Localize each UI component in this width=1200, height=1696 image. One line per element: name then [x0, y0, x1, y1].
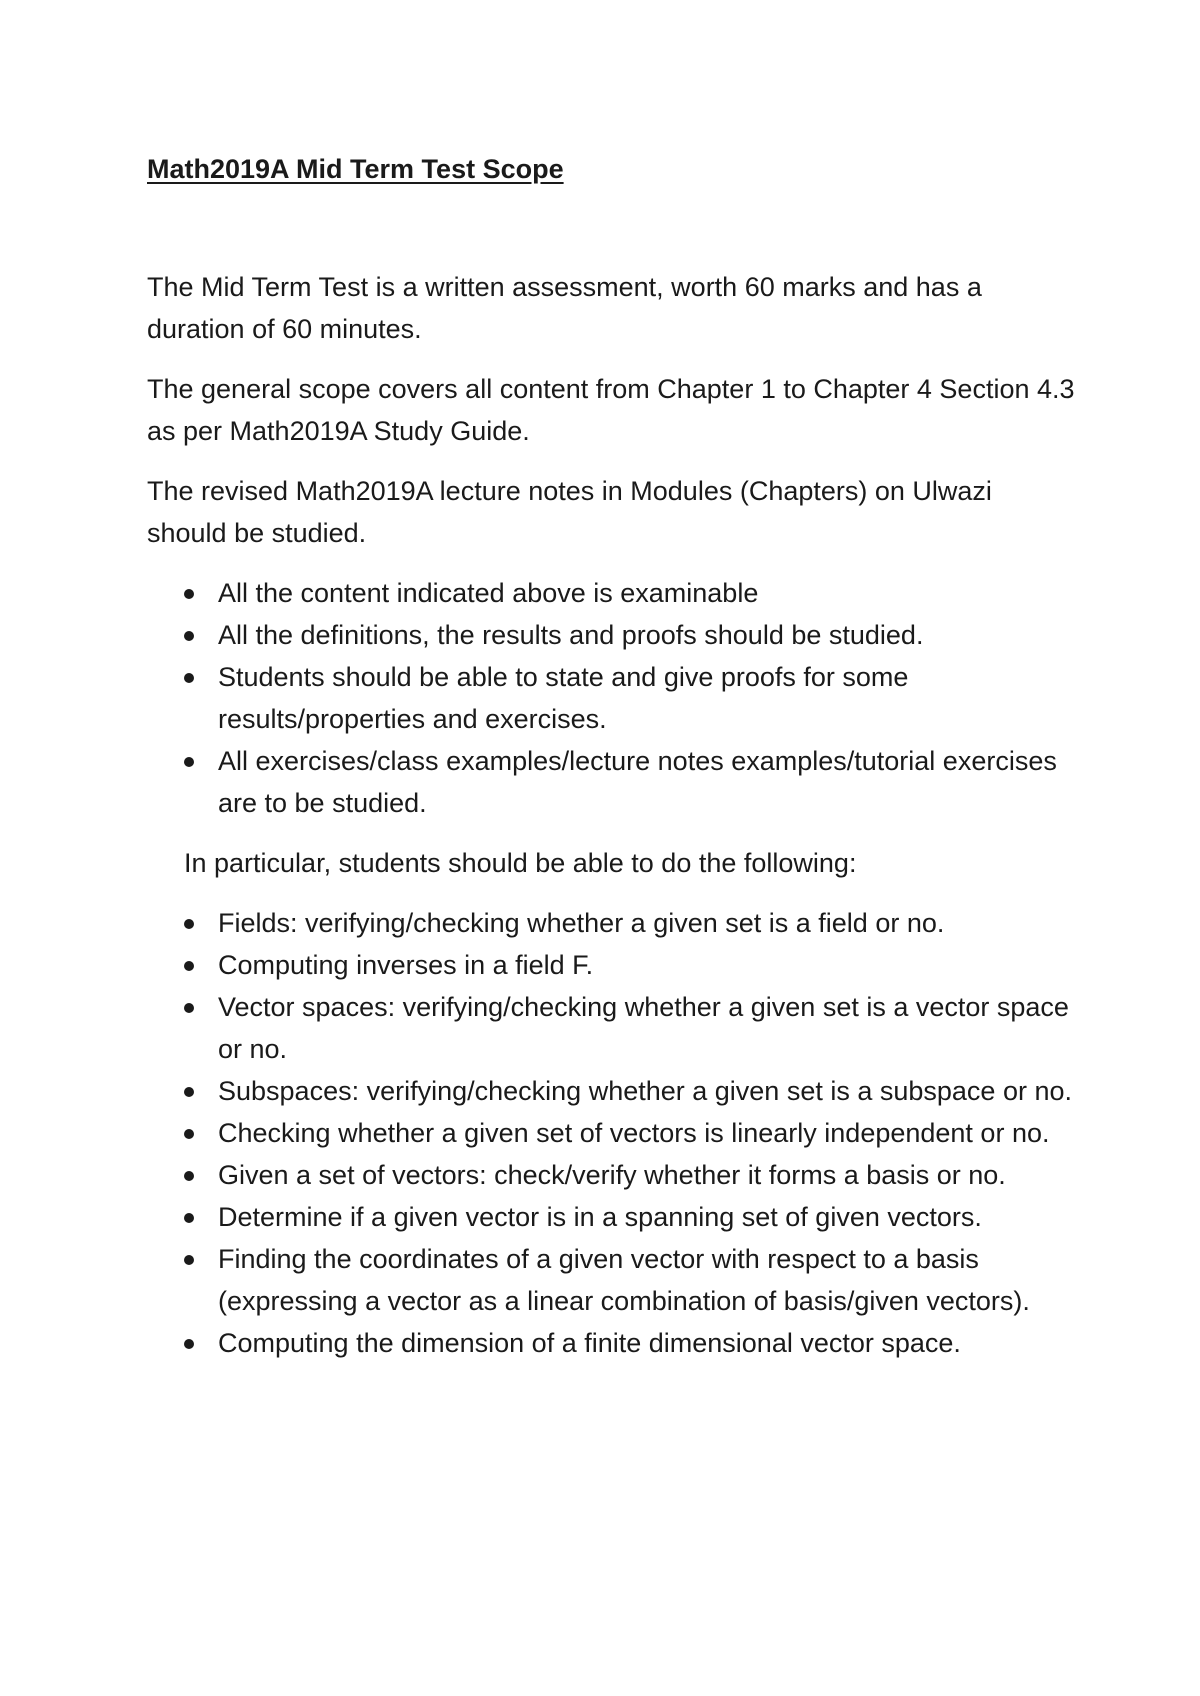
bullet-icon — [184, 1255, 194, 1265]
list-item-text: Finding the coordinates of a given vector with respect to a basis (expressing a vector as a linear combination of basis/given vectors). — [218, 1244, 1030, 1316]
bullet-icon — [184, 589, 194, 599]
skills-list — [147, 902, 1077, 1364]
skills-intro: In particular, students should be able to do the following: — [184, 848, 857, 878]
list-item — [147, 1196, 1077, 1238]
list-item-text: Checking whether a given set of vectors is linearly independent or no. — [218, 1118, 1050, 1148]
bullet-icon — [184, 919, 194, 929]
list-item-text: Determine if a given vector is in a spanning set of given vectors. — [218, 1202, 982, 1232]
bullet-icon — [184, 1129, 194, 1139]
list-item — [147, 1070, 1077, 1112]
general-points-list — [147, 572, 1077, 824]
bullet-icon — [184, 961, 194, 971]
list-item — [147, 1112, 1077, 1154]
bullet-icon — [184, 1339, 194, 1349]
paragraph-test-description: The Mid Term Test is a written assessment, worth 60 marks and has a duration of 60 minutes. — [147, 272, 982, 344]
list-item-text: Vector spaces: verifying/checking whether a given set is a vector space or no. — [218, 992, 1069, 1064]
bullet-icon — [184, 757, 194, 767]
list-item — [147, 656, 1077, 740]
list-item-text: Subspaces: verifying/checking whether a given set is a subspace or no. — [218, 1076, 1072, 1106]
document-body — [147, 148, 1077, 1364]
bullet-icon — [184, 673, 194, 683]
list-item — [147, 944, 1077, 986]
list-item — [147, 614, 1077, 656]
list-item — [147, 572, 1077, 614]
bullet-icon — [184, 1213, 194, 1223]
list-item — [147, 740, 1077, 824]
list-item-text: Given a set of vectors: check/verify whether it forms a basis or no. — [218, 1160, 1006, 1190]
list-item — [147, 1154, 1077, 1196]
paragraph-lecture-notes: The revised Math2019A lecture notes in Modules (Chapters) on Ulwazi should be studied. — [147, 476, 992, 548]
document-title: Math2019A Mid Term Test Scope — [147, 154, 564, 184]
bullet-icon — [184, 1087, 194, 1097]
bullet-icon — [184, 1171, 194, 1181]
list-item — [147, 1238, 1077, 1322]
list-item-text: Students should be able to state and give proofs for some results/properties and exercises. — [218, 662, 909, 734]
list-item-text: All the content indicated above is examinable — [218, 578, 759, 608]
list-item-text: All the definitions, the results and proofs should be studied. — [218, 620, 924, 650]
list-item — [147, 986, 1077, 1070]
list-item — [147, 902, 1077, 944]
list-item-text: Fields: verifying/checking whether a given set is a field or no. — [218, 908, 945, 938]
list-item-text: Computing inverses in a field F. — [218, 950, 594, 980]
list-item-text: Computing the dimension of a finite dimensional vector space. — [218, 1328, 961, 1358]
bullet-icon — [184, 631, 194, 641]
paragraph-general-scope: The general scope covers all content from Chapter 1 to Chapter 4 Section 4.3 as per Math2019A Study Guide. — [147, 374, 1075, 446]
list-item — [147, 1322, 1077, 1364]
bullet-icon — [184, 1003, 194, 1013]
list-item-text: All exercises/class examples/lecture notes examples/tutorial exercises are to be studied. — [218, 746, 1057, 818]
